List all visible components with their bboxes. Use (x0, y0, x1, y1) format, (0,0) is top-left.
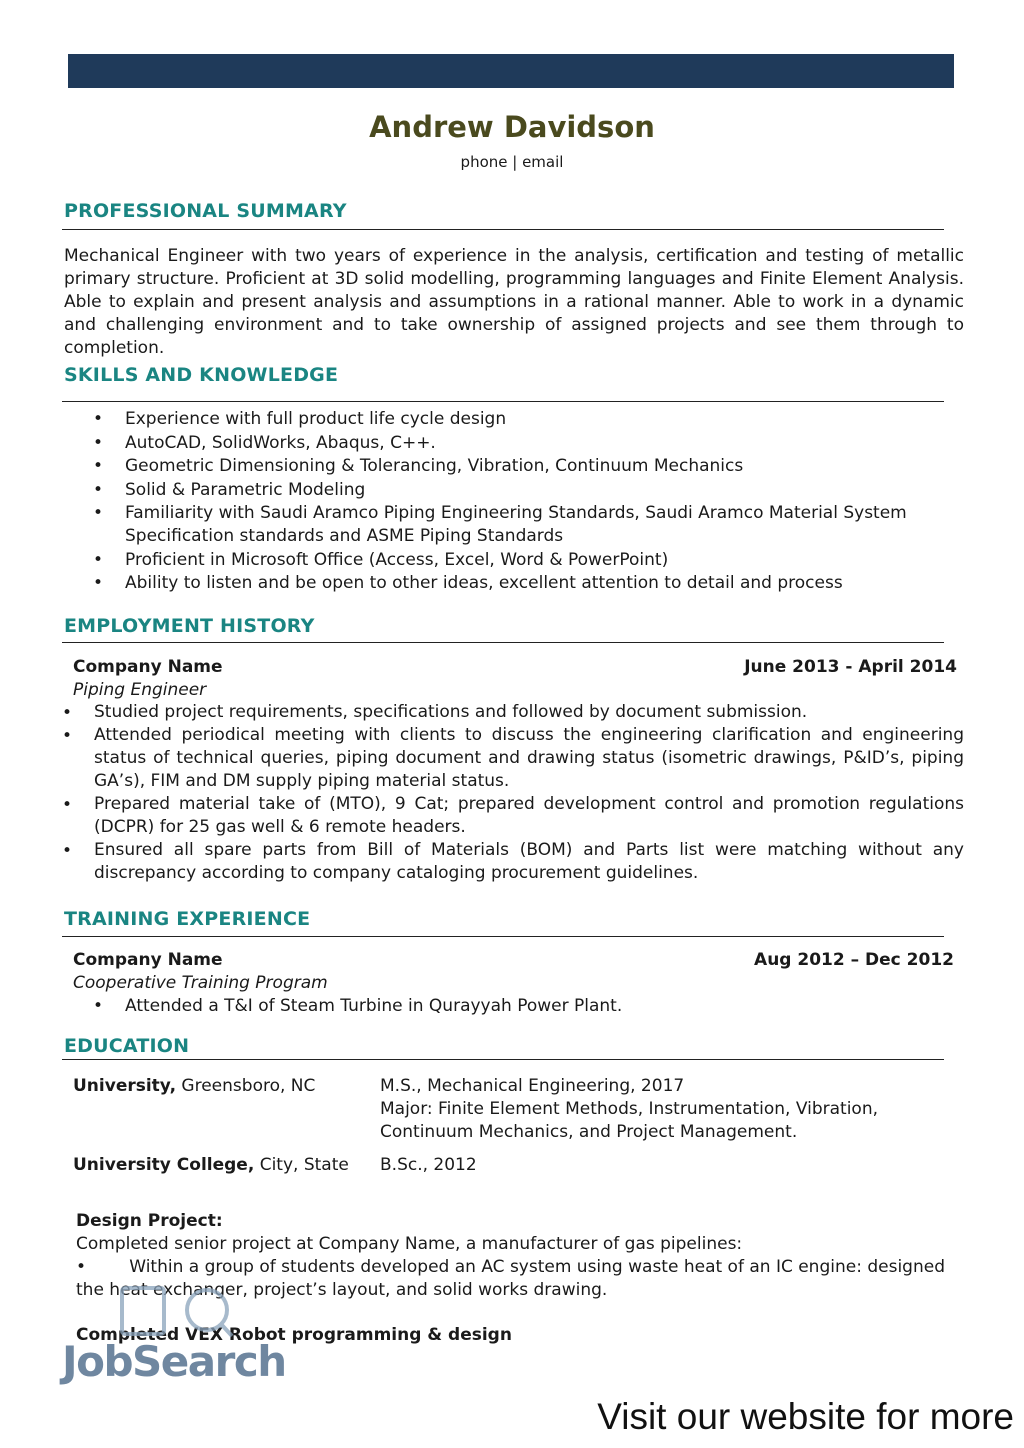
education-degree-1 (380, 1075, 900, 1144)
skill-item: • Familiarity with Saudi Aramco Piping Engineering Standards, Saudi Aramco Material System Specification standards and ASME Piping Standards (90, 502, 910, 548)
employment-bullets (62, 701, 964, 885)
jobsearch-logo-text: JobSearch (62, 1337, 286, 1386)
summary-text: Mechanical Engineer with two years of experience in the analysis, certification and testing of metallic primary structure. Proficient at 3D solid modelling, programming languages and Finite Element Analysis. Able to explain and present analysis and assumptions in a rational manner. Able to work in a dynamic and challenging environment and to take ownership of assigned projects and see them through to completion. (64, 246, 964, 358)
list-item: • Ensured all spare parts from Bill of Materials (BOM) and Parts list were matching without any discrepancy according to company cataloging procurement guidelines. (62, 839, 964, 885)
education-divider (62, 1059, 944, 1060)
skill-item: • Proficient in Microsoft Office (Access, Excel, Word & PowerPoint) (90, 549, 910, 572)
major-text: Major: Finite Element Methods, Instrumentation, Vibration, Continuum Mechanics, and Project Management. (380, 1099, 878, 1142)
list-item: • Studied project requirements, specifications and followed by document submission. (62, 701, 964, 724)
design-project-title: Design Project: (76, 1211, 223, 1231)
education-school-2 (73, 1154, 349, 1177)
training-dates: Aug 2012 – Dec 2012 (754, 950, 954, 970)
training-company: Company Name (73, 950, 223, 970)
employment-role: Piping Engineer (73, 680, 207, 700)
summary-divider (62, 229, 944, 230)
school-location: Greensboro, NC (176, 1076, 316, 1096)
list-item: • Attended a T&I of Steam Turbine in Qurayyah Power Plant. (90, 995, 910, 1018)
employment-heading: EMPLOYMENT HISTORY (64, 615, 315, 637)
training-divider (62, 936, 944, 937)
skills-heading: SKILLS AND KNOWLEDGE (64, 364, 339, 386)
training-role: Cooperative Training Program (73, 973, 328, 993)
skill-item: • Solid & Parametric Modeling (90, 479, 910, 502)
skill-item: • Ability to listen and be open to other ideas, excellent attention to detail and process (90, 572, 910, 595)
education-school-1 (73, 1075, 315, 1098)
summary-heading: PROFESSIONAL SUMMARY (64, 200, 347, 222)
footer-link[interactable]: Visit our website for more (597, 1396, 1014, 1437)
employment-dates: June 2013 - April 2014 (744, 657, 957, 677)
list-item: • Prepared material take of (MTO), 9 Cat; prepared development control and promotion regulations (DCPR) for 25 gas well & 6 remote headers. (62, 793, 964, 839)
education-degree-2: B.Sc., 2012 (380, 1155, 477, 1175)
school-name: University College, (73, 1155, 255, 1175)
skill-item: • AutoCAD, SolidWorks, Abaqus, C++. (90, 432, 910, 455)
candidate-name: Andrew Davidson (369, 110, 655, 144)
employment-divider (62, 642, 944, 643)
list-item: • Attended periodical meeting with clients to discuss the engineering clarification and engineering status of technical queries, piping document and drawing status (isometric drawings, P&ID’s, piping GA’s), FIM and DM supply piping material status. (62, 724, 964, 793)
skill-item: • Geometric Dimensioning & Tolerancing, Vibration, Continuum Mechanics (90, 455, 910, 478)
bullet-glyph: • (76, 1257, 130, 1277)
training-heading: TRAINING EXPERIENCE (64, 908, 311, 930)
school-name: University, (73, 1076, 177, 1096)
skills-divider (62, 401, 944, 402)
header-bar (68, 54, 954, 88)
training-bullets (90, 995, 910, 1019)
degree-text: M.S., Mechanical Engineering, 2017 (380, 1076, 685, 1096)
skill-item: • Experience with full product life cycle design (90, 408, 910, 431)
vex-project-title: Completed VEX Robot programming & design (76, 1325, 512, 1345)
employment-company: Company Name (73, 657, 223, 677)
design-bullet-text: Within a group of students developed an AC system using waste heat of an IC engine: designed the heat exchanger, project’s layout, and solid works drawing. (76, 1257, 945, 1300)
contact-line: phone | email (460, 153, 564, 171)
design-project-text: Completed senior project at Company Name, a manufacturer of gas pipelines: (76, 1234, 743, 1254)
skills-list (90, 408, 910, 596)
school-location: City, State (254, 1155, 349, 1175)
education-heading: EDUCATION (64, 1035, 190, 1057)
